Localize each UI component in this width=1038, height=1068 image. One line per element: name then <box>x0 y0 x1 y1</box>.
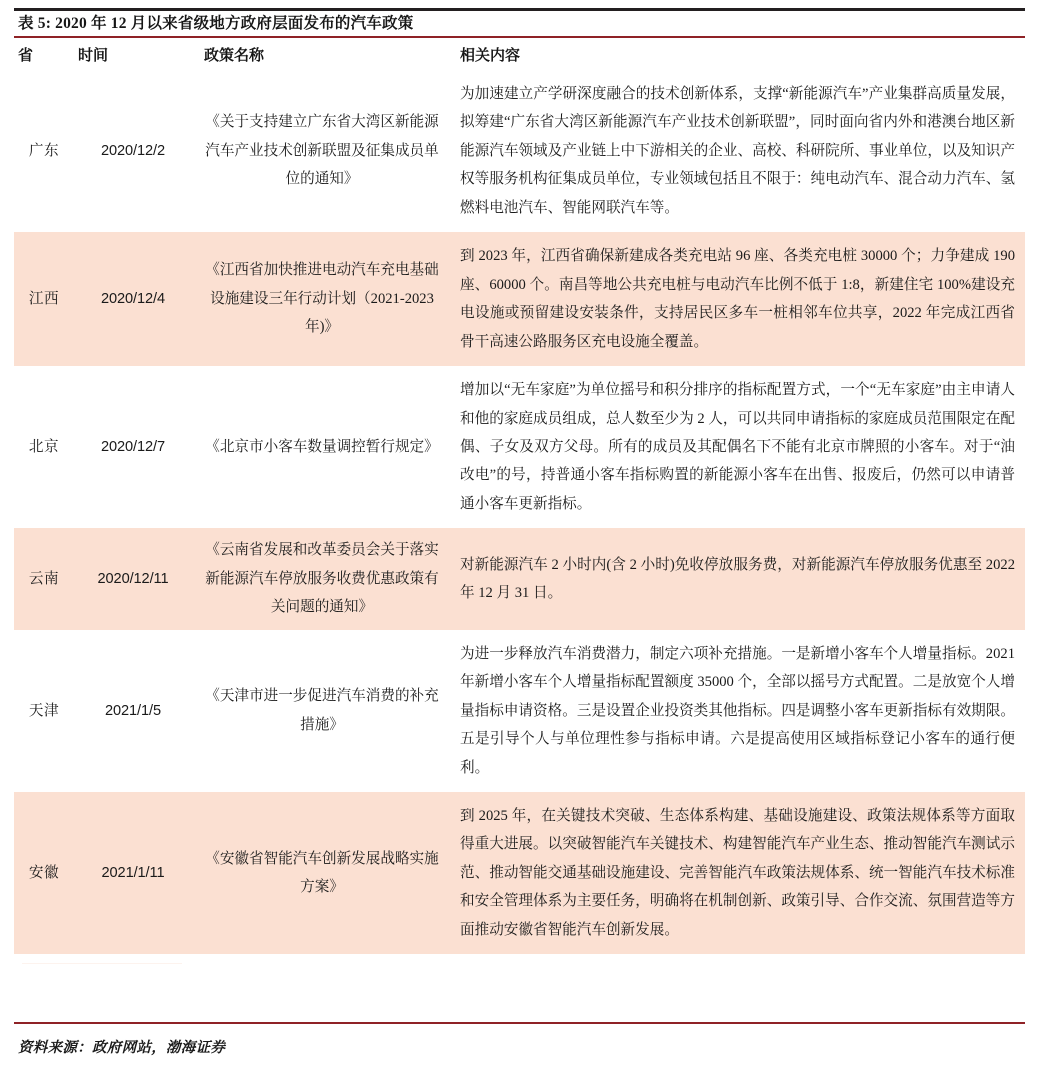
column-header-policy-name: 政策名称 <box>192 38 452 70</box>
table-row <box>14 366 1025 528</box>
cell-province: 安徽 <box>14 792 74 954</box>
cell-province: 北京 <box>14 366 74 528</box>
cell-policy-name: 《北京市小客车数量调控暂行规定》 <box>192 366 452 528</box>
cell-content: 到 2023 年，江西省确保新建成各类充电站 96 座、各类充电桩 30000 个；力争建成 190 座、60000 个。南昌等地公共充电桩与电动汽车比例不低于 1:8，新建住宅 100%建设充电设施或预留建设安装条件，支持居民区多车一桩相邻车位共享，2022 年完成江西省骨干高速公路服务区充电设施全覆盖。 <box>452 232 1025 366</box>
cell-date: 2020/12/11 <box>74 528 192 629</box>
cell-policy-name: 《关于支持建立广东省大湾区新能源汽车产业技术创新联盟及征集成员单位的通知》 <box>192 70 452 232</box>
header-row <box>14 38 1025 70</box>
cell-content: 为加速建立产学研深度融合的技术创新体系，支撑“新能源汽车”产业集群高质量发展，拟筹建“广东省大湾区新能源汽车产业技术创新联盟”，同时面向省内外和港澳台地区新能源汽车领域及产业链上中下游相关的企业、高校、科研院所、事业单位，以及知识产权等服务机构征集成员单位，专业领域包括且不限于：纯电动汽车、混合动力汽车、氢燃料电池汽车、智能网联汽车等。 <box>452 70 1025 232</box>
table-row <box>14 70 1025 232</box>
source-note: 资料来源：政府网站，渤海证券 <box>18 1040 226 1056</box>
cell-policy-name: 《云南省发展和改革委员会关于落实新能源汽车停放服务收费优惠政策有关问题的通知》 <box>192 528 452 629</box>
table-body <box>14 70 1025 954</box>
column-header-province: 省 <box>14 38 74 70</box>
table-row <box>14 232 1025 366</box>
table-caption: 表 5: 2020 年 12 月以来省级地方政府层面发布的汽车政策 <box>18 15 414 32</box>
cell-policy-name: 《江西省加快推进电动汽车充电基础设施建设三年行动计划（2021-2023 年)》 <box>192 232 452 366</box>
column-header-content: 相关内容 <box>452 38 1025 70</box>
column-header-date: 时间 <box>74 38 192 70</box>
table-row <box>14 630 1025 792</box>
policy-table <box>14 38 1025 954</box>
table-header <box>14 38 1025 70</box>
cell-province: 天津 <box>14 630 74 792</box>
cell-content: 为进一步释放汽车消费潜力，制定六项补充措施。一是新增小客车个人增量指标。2021 年新增小客车个人增量指标配置额度 35000 个，全部以摇号方式配置。二是放宽个人增量指标申请资格。三是设置企业投资类其他指标。四是调整小客车更新指标有效期限。五是引导个人与单位理性参与指标申请。六是提高使用区域指标登记小客车的通行便利。 <box>452 630 1025 792</box>
scan-artifact-line <box>22 963 182 964</box>
cell-date: 2020/12/4 <box>74 232 192 366</box>
cell-content: 到 2025 年，在关键技术突破、生态体系构建、基础设施建设、政策法规体系等方面取得重大进展。以突破智能汽车关键技术、构建智能汽车产业生态、推动智能汽车测试示范、推动智能交通基础设施建设、完善智能汽车政策法规体系、统一智能汽车技术标准和安全管理体系为主要任务，明确将在机制创新、政策引导、合作交流、氛围营造等方面推动安徽省智能汽车创新发展。 <box>452 792 1025 954</box>
cell-policy-name: 《天津市进一步促进汽车消费的补充措施》 <box>192 630 452 792</box>
cell-date: 2020/12/2 <box>74 70 192 232</box>
table-row <box>14 528 1025 629</box>
cell-date: 2021/1/11 <box>74 792 192 954</box>
cell-policy-name: 《安徽省智能汽车创新发展战略实施方案》 <box>192 792 452 954</box>
table-row <box>14 792 1025 954</box>
cell-date: 2021/1/5 <box>74 630 192 792</box>
bottom-border-rule <box>14 1022 1025 1024</box>
cell-date: 2020/12/7 <box>74 366 192 528</box>
cell-province: 广东 <box>14 70 74 232</box>
cell-content: 增加以“无车家庭”为单位摇号和积分排序的指标配置方式，一个“无车家庭”由主申请人和他的家庭成员组成，总人数至少为 2 人，可以共同申请指标的家庭成员范围限定在配偶、子女及双方父母。所有的成员及其配偶名下不能有北京市牌照的小客车。对于“油改电”的号，持普通小客车指标购置的新能源小客车在出售、报废后，仍然可以申请普通小客车更新指标。 <box>452 366 1025 528</box>
cell-province: 江西 <box>14 232 74 366</box>
cell-province: 云南 <box>14 528 74 629</box>
cell-content: 对新能源汽车 2 小时内(含 2 小时)免收停放服务费，对新能源汽车停放服务优惠至 2022 年 12 月 31 日。 <box>452 528 1025 629</box>
